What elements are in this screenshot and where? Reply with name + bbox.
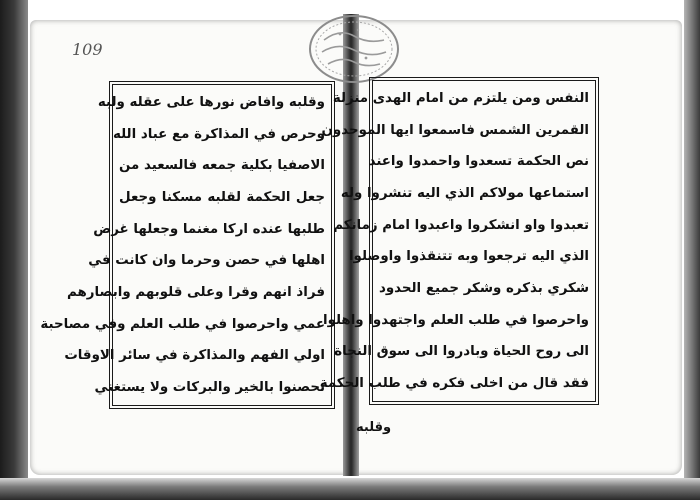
left-text-frame <box>40 84 332 406</box>
text-line: طلبها عنده اركا مغنما وجعلها غرض <box>93 221 325 237</box>
text-line: واحرصوا في طلب العلم واجتهدوا واهلوا <box>322 312 589 328</box>
text-line: اولي الفهم والمذاكرة في سائر الاوقات <box>64 348 325 364</box>
bottom-page-edges <box>0 478 700 500</box>
text-line: فقد قال من اخلى فكره في طلب الحكمة <box>319 375 589 391</box>
text-line: الى روح الحياة وبادروا الى سوق النجاة <box>334 344 589 360</box>
text-line: وحرص في المذاكرة مع عباد الله <box>112 126 325 142</box>
right-text-block <box>319 85 589 397</box>
text-line: استماعها مولاكم الذي اليه تنشروا وله <box>340 185 589 201</box>
text-line: جعل الحكمة لقلبه مسكنا وجعل <box>119 189 325 205</box>
text-line: الاصفيا بكلية جمعه فالسعيد من <box>118 158 325 174</box>
text-line: النفس ومن يلتزم من امام الهدى منزلة <box>332 91 589 106</box>
text-line: فراذ انهم وقرا وعلى قلوبهم وابصارهم <box>67 284 325 300</box>
folio-number: 109 <box>72 40 103 59</box>
text-line: القمرين الشمس فاسمعوا ايها الموحدون <box>321 122 589 138</box>
right-text-frame <box>319 80 596 402</box>
library-seal-stamp <box>300 10 408 88</box>
text-line: تحصنوا بالخير والبركات ولا يستغني <box>94 379 325 395</box>
text-line: الذي اليه ترجعوا وبه تتنقذوا واوصلوا <box>348 249 589 265</box>
catchword: وقلبه <box>356 420 392 435</box>
text-line: عمي واحرصوا في طلب العلم وفي مصاحبة <box>40 316 325 332</box>
text-line: نص الحكمة تسعدوا واحمدوا واعند <box>368 154 589 170</box>
left-text-block <box>40 89 325 401</box>
text-line: تعبدوا واو انشكروا واعبدوا امام زمانكم <box>333 217 589 233</box>
text-line: وقلبه وافاض نورها على عقله ولبه <box>97 95 325 110</box>
text-line: اهلها في حصن وحرما وان كانت في <box>88 253 325 269</box>
left-cover-edge <box>0 0 28 500</box>
right-cover-edge <box>684 0 700 500</box>
text-line: شكري بذكره وشكر جميع الحدود <box>378 280 589 296</box>
